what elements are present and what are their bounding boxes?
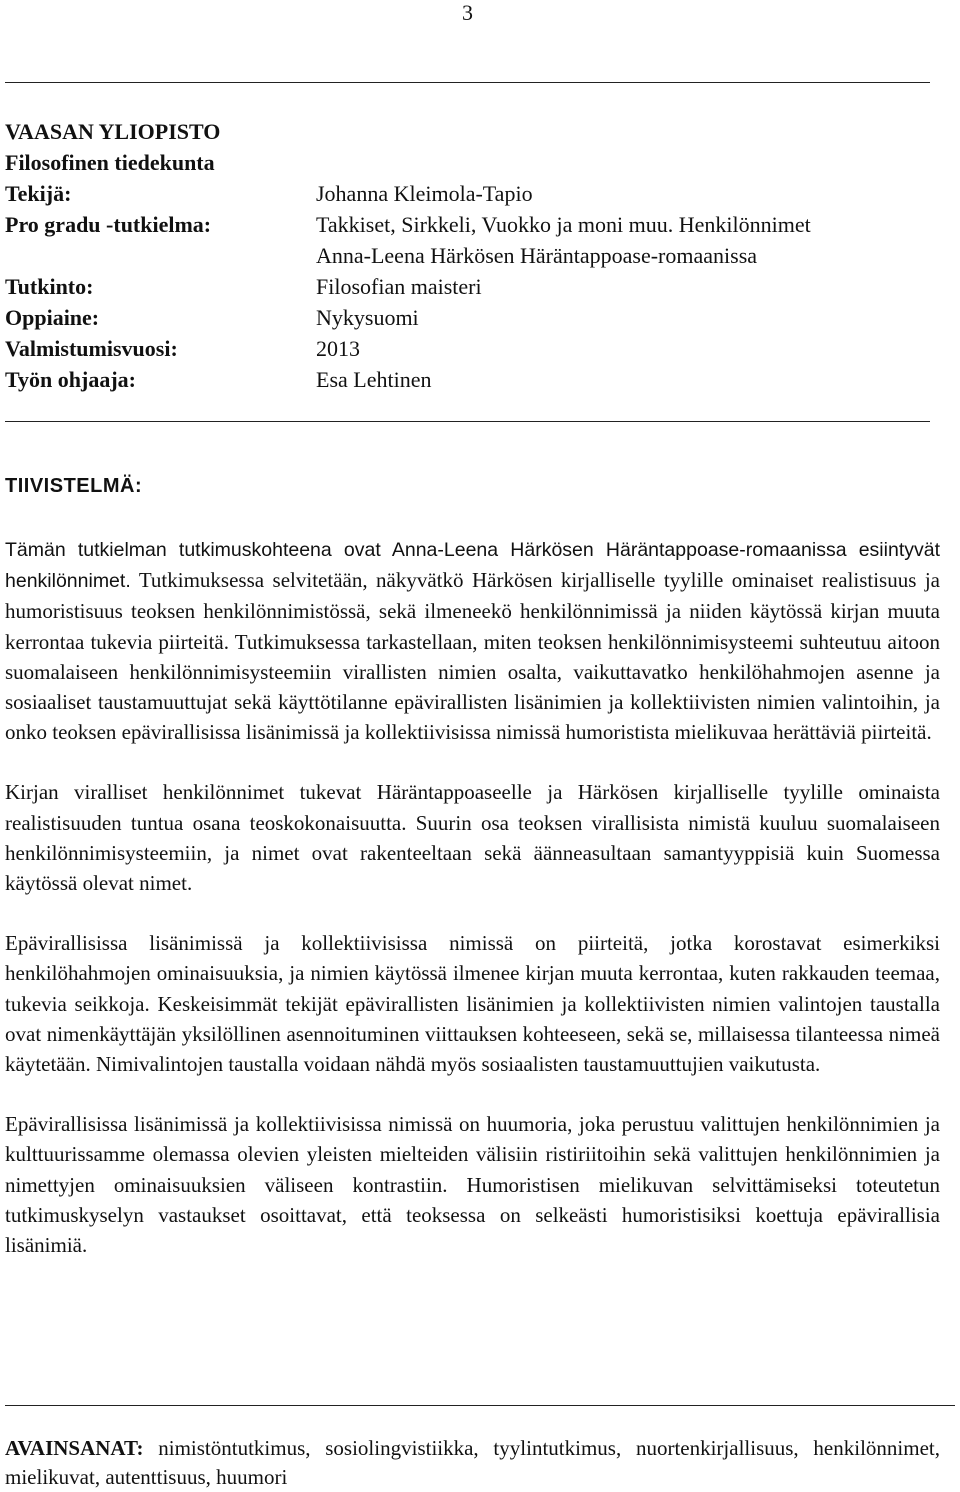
thesis-row bbox=[5, 209, 945, 240]
keywords-list: nimistöntutkimus, sosiolingvistiikka, tyylintutkimus, nuortenkirjallisuus, henkilönnimet, mielikuvat, autenttisuus, huumori bbox=[5, 1436, 940, 1489]
supervisor-label: Työn ohjaaja: bbox=[5, 367, 136, 392]
abstract-paragraph-1 bbox=[5, 534, 940, 747]
top-divider bbox=[5, 82, 930, 83]
thesis-title-line1: Takkiset, Sirkkeli, Vuokko ja moni muu. Henkilönnimet bbox=[316, 212, 811, 237]
keywords bbox=[5, 1434, 940, 1492]
degree-row bbox=[5, 271, 945, 302]
supervisor-row bbox=[5, 364, 945, 395]
degree-label: Tutkinto: bbox=[5, 274, 94, 299]
thesis-title-line2: Anna-Leena Härkösen Häräntappoase-romaanissa bbox=[316, 243, 758, 268]
year-value: 2013 bbox=[316, 336, 360, 361]
faculty-name: Filosofinen tiedekunta bbox=[5, 150, 215, 175]
year-label: Valmistumisvuosi: bbox=[5, 336, 178, 361]
author-label: Tekijä: bbox=[5, 181, 72, 206]
abstract-paragraph-4: Epävirallisissa lisänimissä ja kollektiivisissa nimissä on huumoria, joka perustuu valittujen henkilönnimien ja kulttuurissamme olemassa olevien yleisten mielteiden välisiin ristiriitoihin sekä valittujen henkilönnimien ja nimettyjen ominaisuuksien väliseen kontrastiin. Humoristisen mielikuvan selvittämiseksi toteutetun tutkimuskyselyn vastaukset osoittavat, että teoksessa on selkeästi humoristisiksi koettuja epävirallisia lisänimiä. bbox=[5, 1112, 940, 1258]
abstract-heading: TIIVISTELMÄ: bbox=[5, 475, 143, 497]
thesis-header bbox=[5, 116, 945, 395]
subject-value: Nykysuomi bbox=[316, 305, 419, 330]
university-name: VAASAN YLIOPISTO bbox=[5, 119, 221, 144]
abstract-paragraph-3: Epävirallisissa lisänimissä ja kollektiivisissa nimissä on piirteitä, jotka korostavat esimerkiksi henkilöhahmojen ominaisuuksia, ja nimien käytössä ilmenee kirjan muuta kerrontaa, kuten rakkauden teemaa, tukevia seikkoja. Keskeisimmät tekijät epävirallisten lisänimien ja kollektiivisten nimien valintojen taustalla ovat nimenkäyttäjän yksilöllinen asennoituminen viittauksen kohteeseen, sekä se, millaisessa tilanteessa nimeä käytetään. Nimivalintojen taustalla voidaan nähdä myös sosiaalisten taustamuuttujien vaikutusta. bbox=[5, 931, 940, 1077]
keywords-divider bbox=[5, 1405, 955, 1406]
supervisor-value: Esa Lehtinen bbox=[316, 367, 432, 392]
abstract-paragraph-1-rest: Tutkimuksessa selvitetään, näkyvätkö Härkösen kirjalliselle tyylille ominaiset realistisuus ja humoristisuus teoksen henkilönnimistössä, sekä ilmeneekö henkilönnimissä ja niiden käytössä kirjan muuta kerrontaa tukevia piirteitä. Tutkimuksessa tarkastellaan, miten teoksen henkilönnimisysteemi suhteutuu aitoon suomalaiseen henkilönnimisysteemiin virallisten nimien osalta, vaikuttavatko henkilöhahmojen asenne ja sosiaaliset taustamuuttujat sekä käyttötilanne epävirallisten lisänimien ja kollektiivisten nimien valintoihin, ja onko teoksen epävirallisissa lisänimissä ja kollektiivisissa nimissä humoristista mielikuvaa herättäviä piirteitä. bbox=[5, 568, 940, 745]
subject-label: Oppiaine: bbox=[5, 305, 100, 330]
thesis-label: Pro gradu -tutkielma: bbox=[5, 212, 212, 237]
degree-value: Filosofian maisteri bbox=[316, 274, 482, 299]
page-number: 3 bbox=[462, 0, 473, 25]
year-row bbox=[5, 333, 945, 364]
abstract-paragraph-1-lead: Tämän tutkielman tutkimuskohteena ovat Anna-Leena Härkösen Häräntappoase-romaanissa esiintyvät henkilönnimet. bbox=[5, 539, 940, 593]
keywords-label: AVAINSANAT: bbox=[5, 1436, 144, 1460]
header-divider bbox=[5, 421, 930, 422]
thesis-row-continued bbox=[5, 240, 945, 271]
subject-row bbox=[5, 302, 945, 333]
author-value: Johanna Kleimola-Tapio bbox=[316, 181, 533, 206]
author-row bbox=[5, 178, 945, 209]
abstract-paragraph-2: Kirjan viralliset henkilönnimet tukevat Häräntappoaseelle ja Härkösen kirjalliselle tyylille ominaista realistisuuden tuntua osana teoskokonaisuutta. Suurin osa teoksen virallisista nimistä kuuluu suomalaiseen henkilönnimisysteemiin, ja nimet ovat rakenteeltaan sekä äänneasultaan samantyyppisiä kuin Suomessa käytössä olevat nimet. bbox=[5, 780, 940, 896]
abstract-body bbox=[5, 534, 940, 1260]
